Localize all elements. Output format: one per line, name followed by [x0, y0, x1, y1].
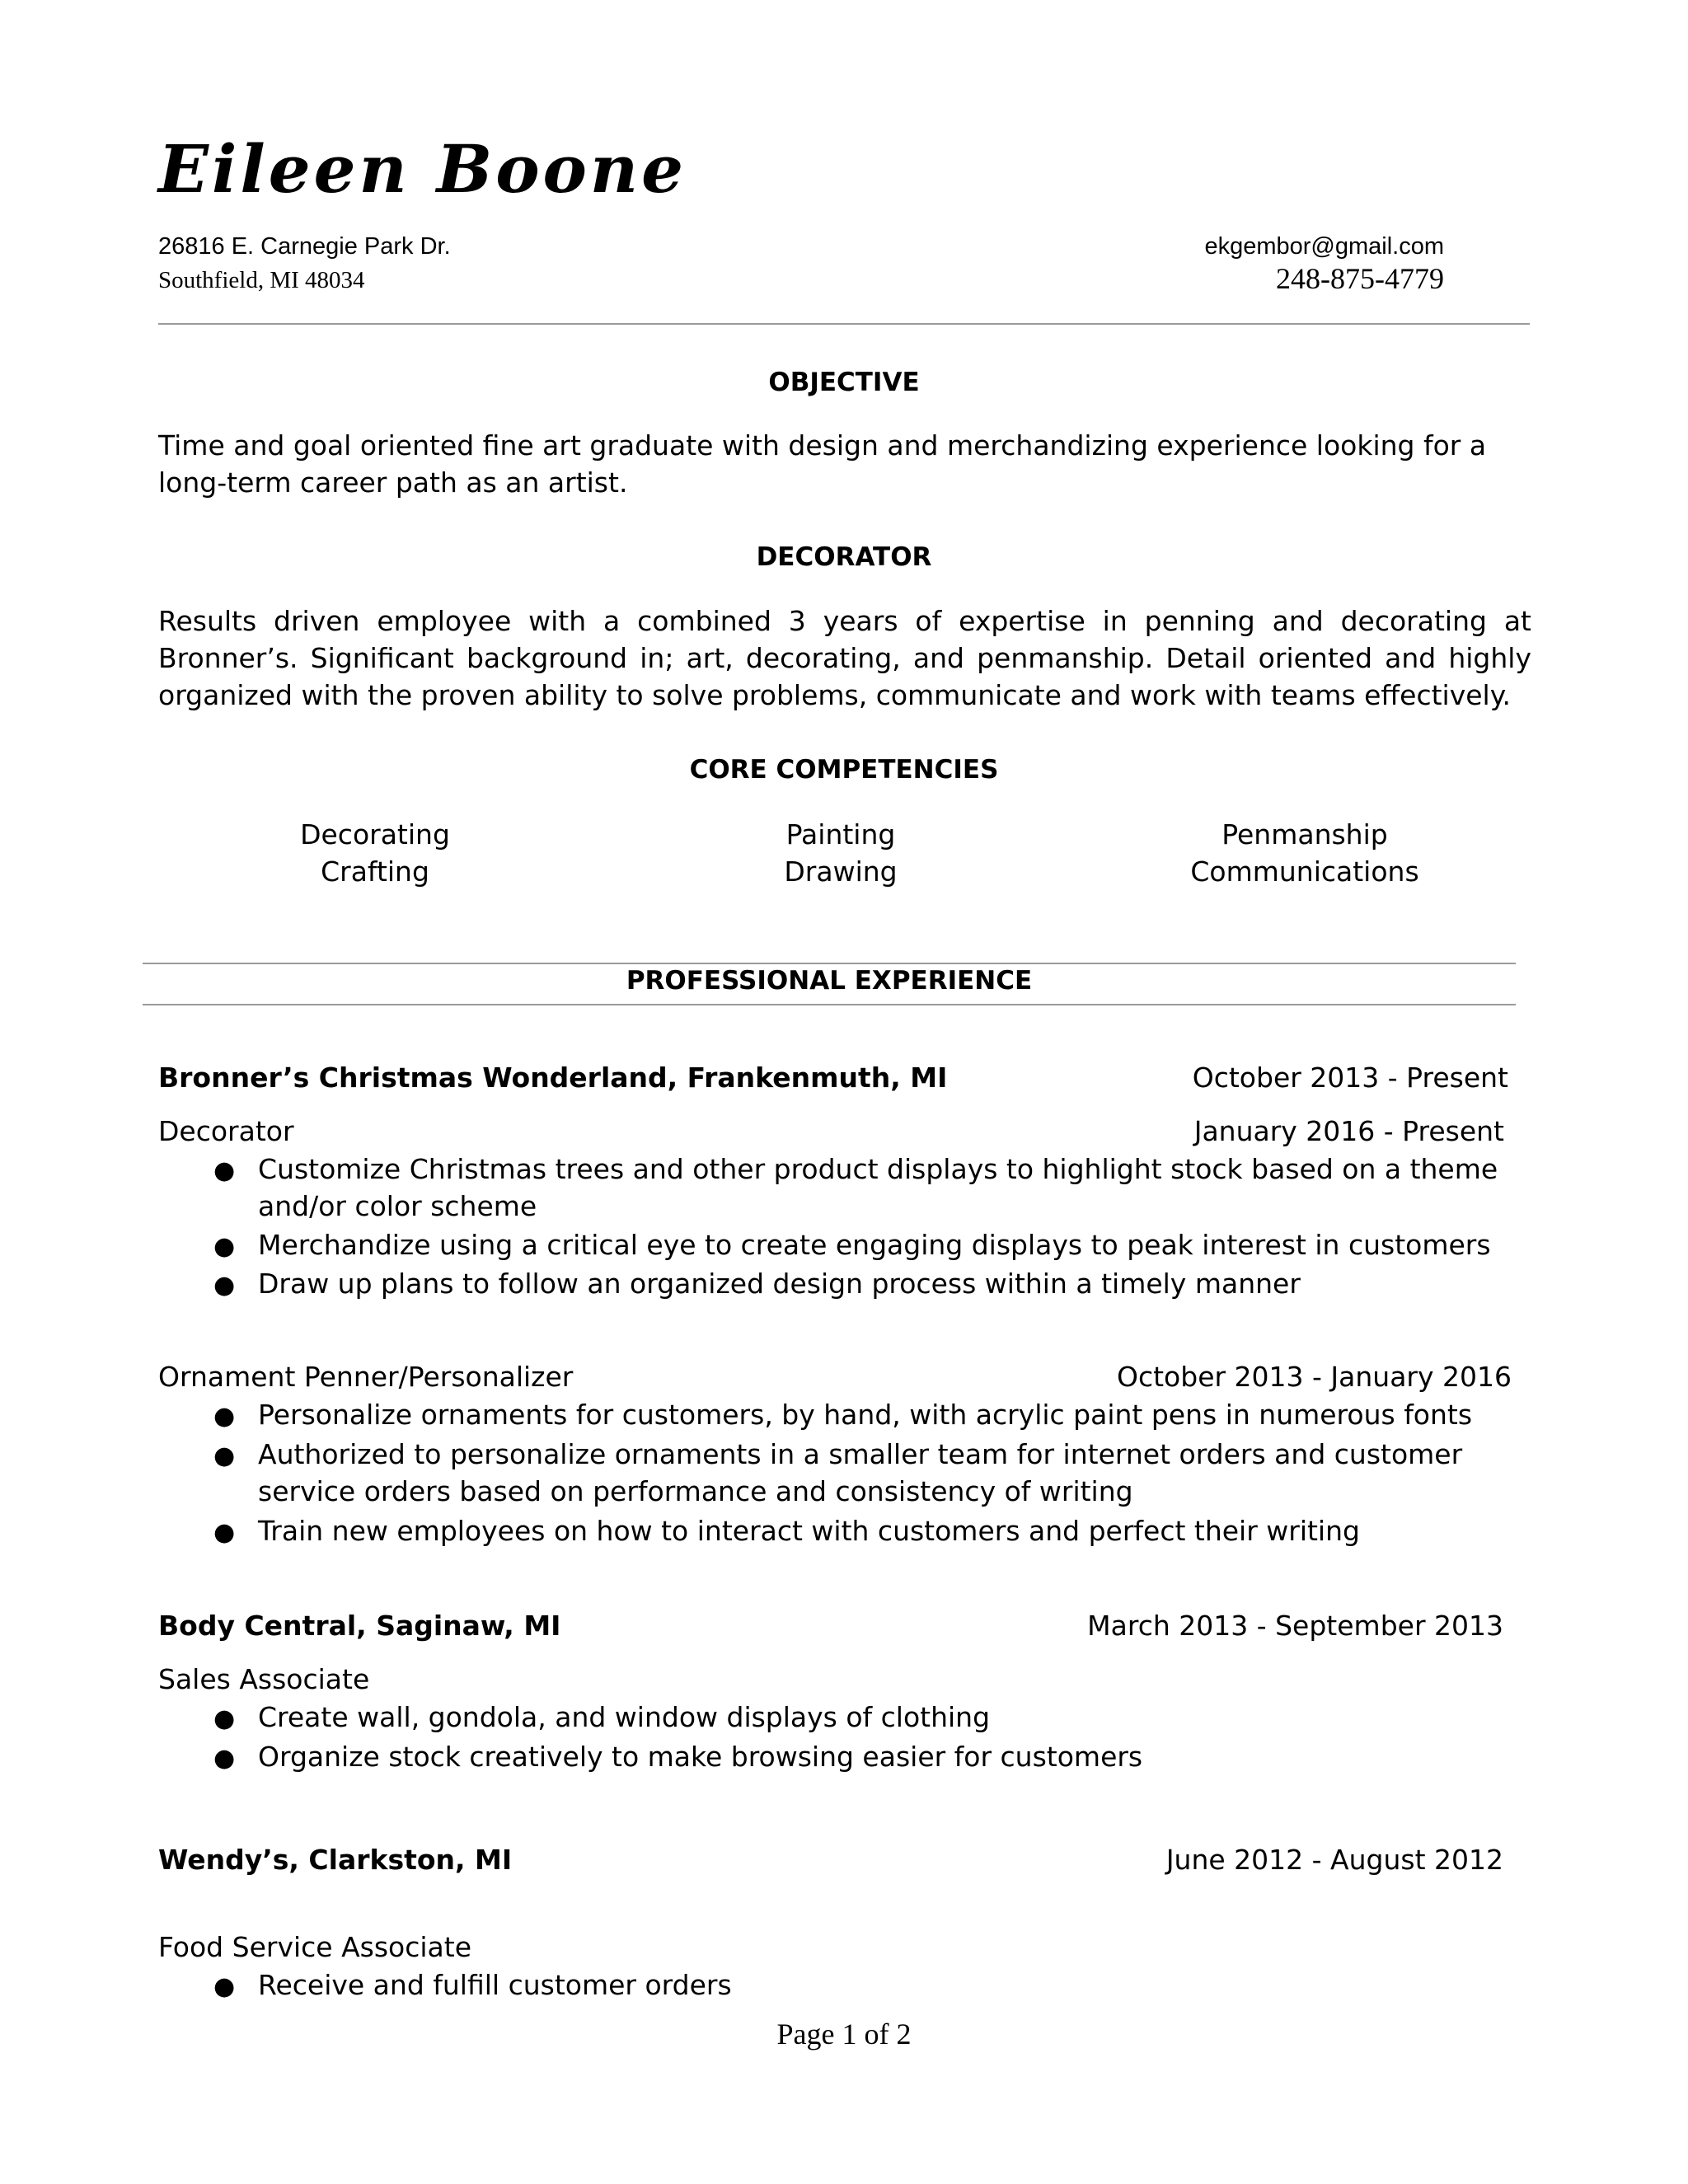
page-number: Page 1 of 2 — [776, 2018, 912, 2050]
employment-dates: March 2013 - September 2013 — [1087, 1610, 1503, 1642]
role-title: Ornament Penner/Personalizer — [158, 1361, 574, 1393]
competency-item: Crafting — [321, 855, 429, 888]
employer-name: Bronner’s Christmas Wonderland, Frankenmuth, MI — [158, 1062, 948, 1094]
bullet-marker: ● — [213, 1744, 236, 1773]
responsibility-item: Merchandize using a critical eye to create engaging displays to peak interest in customers — [258, 1229, 1491, 1261]
objective-text: Time and goal oriented fine art graduate with design and merchandizing experience looking for a long-term career path as an artist. — [158, 429, 1487, 499]
responsibility-item: Draw up plans to follow an organized design process within a timely manner — [258, 1268, 1301, 1300]
competency-item: Painting — [785, 818, 896, 851]
responsibility-item: Organize stock creatively to make browsing easier for customers — [258, 1741, 1143, 1773]
responsibility-item: Personalize ornaments for customers, by hand, with acrylic paint pens in numerous fonts — [258, 1399, 1473, 1431]
bullet-marker: ● — [213, 1518, 236, 1547]
competency-item: Penmanship — [1221, 818, 1388, 851]
employer-name: Body Central, Saginaw, MI — [158, 1610, 561, 1642]
responsibility-item: Receive and fulfill customer orders — [258, 1969, 732, 2001]
role-title: Sales Associate — [158, 1663, 370, 1695]
phone-number: 248-875-4779 — [1276, 262, 1444, 295]
decorator-summary: Results driven employee with a combined 3 years of expertise in penning and decorating at Bronner’s. Significant background in; art, decorating, and penmanship. Detail oriented and highly organized with the proven ability to solve problems, communicate and work with teams effectively. — [158, 605, 1531, 711]
responsibility-item: Train new employees on how to interact with customers and perfect their writing — [258, 1515, 1360, 1547]
bullet-marker: ● — [213, 1441, 236, 1470]
experience-divider-top — [143, 963, 1516, 964]
resume-name: Eileen Boone — [158, 130, 687, 208]
role-dates: January 2016 - Present — [1193, 1115, 1504, 1147]
experience-divider-bottom — [143, 1004, 1516, 1005]
address-line-2: Southfield, MI 48034 — [158, 267, 365, 293]
bullet-marker: ● — [213, 1156, 236, 1185]
email-address: ekgembor@gmail.com — [1204, 233, 1444, 260]
employer-name: Wendy’s, Clarkston, MI — [158, 1844, 513, 1876]
bullet-marker: ● — [213, 1402, 236, 1431]
bullet-marker: ● — [213, 1704, 236, 1733]
address-line-1: 26816 E. Carnegie Park Dr. — [158, 233, 451, 260]
bullet-marker: ● — [213, 1271, 236, 1300]
competency-item: Communications — [1190, 855, 1419, 888]
experience-heading: PROFESSIONAL EXPERIENCE — [626, 966, 1033, 996]
competency-item: Decorating — [300, 818, 450, 851]
role-title: Decorator — [158, 1115, 294, 1147]
employment-dates: June 2012 - August 2012 — [1165, 1844, 1503, 1876]
responsibility-item: Create wall, gondola, and window displays of clothing — [258, 1701, 991, 1733]
role-title: Food Service Associate — [158, 1931, 471, 1963]
competencies-heading: CORE COMPETENCIES — [689, 755, 999, 785]
bullet-marker: ● — [213, 1232, 236, 1261]
header-divider — [158, 323, 1530, 325]
competency-item: Drawing — [784, 855, 898, 888]
bullet-marker: ● — [213, 1972, 236, 2001]
responsibility-item: Customize Christmas trees and other product displays to highlight stock based on a theme and/or color scheme — [258, 1153, 1498, 1222]
responsibility-item: Authorized to personalize ornaments in a smaller team for internet orders and customer service orders based on performance and consistency of writing — [258, 1438, 1463, 1507]
role-dates: October 2013 - January 2016 — [1117, 1361, 1512, 1393]
objective-heading: OBJECTIVE — [768, 368, 920, 397]
employment-dates: October 2013 - Present — [1192, 1062, 1508, 1094]
decorator-heading: DECORATOR — [756, 542, 932, 572]
